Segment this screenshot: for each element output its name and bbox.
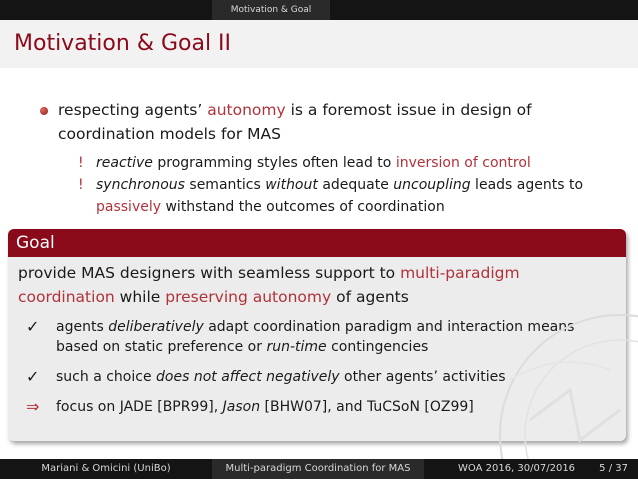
frame-title: Motivation & Goal II [14,31,232,56]
sub-item-synchronous: ! synchronous semantics without adequate uncoupling leads agents to passively withstand the outcomes of coordination [40,174,600,218]
sub-item-reactive: ! reactive programming styles often lead to inversion of control [40,152,600,174]
bullet-list [40,98,600,218]
goal-statement: provide MAS designers with seamless support to multi-paradigm coordination while preserving autonomy of agents [18,264,520,306]
footer-info [424,459,638,479]
footer-page-number: 5 / 37 [599,463,628,474]
footer-authors: Mariani & Omicini (UniBo) [0,459,212,479]
bullet-ball-icon [40,107,48,115]
implies-arrow-icon: ⇒ [26,397,40,416]
section-nav-tab[interactable]: Motivation & Goal [212,0,330,20]
exclamation-icon: ! [78,177,84,193]
checkmark-icon: ✓ [26,367,40,386]
exclamation-icon: ! [78,155,84,171]
goal-block-title: Goal [8,229,626,257]
autonomy-highlight: autonomy [207,101,286,119]
bullet-item [40,98,600,146]
footer-venue: WOA 2016, 30/07/2016 [458,463,576,474]
footer-bar [0,459,638,479]
university-seal-icon [470,270,638,459]
checkmark-icon: ✓ [26,317,40,336]
goal-item-deliberative: ✓ agents deliberatively adapt coordination paradigm and interaction means based on static preference or run-time contingencies [26,317,575,355]
bullet-text: respecting agents’ autonomy is a foremost issue in design of coordination models for MAS [58,101,532,143]
header-navbar [0,0,638,20]
footer-title: Multi-paradigm Coordination for MAS [212,459,424,479]
goal-item-no-negative: ✓ such a choice does not affect negatively other agents’ activities [26,367,506,386]
goal-item-focus: ⇒ focus on JADE [BPR99], Jason [BHW07], and TuCSoN [OZ99] [26,397,474,416]
